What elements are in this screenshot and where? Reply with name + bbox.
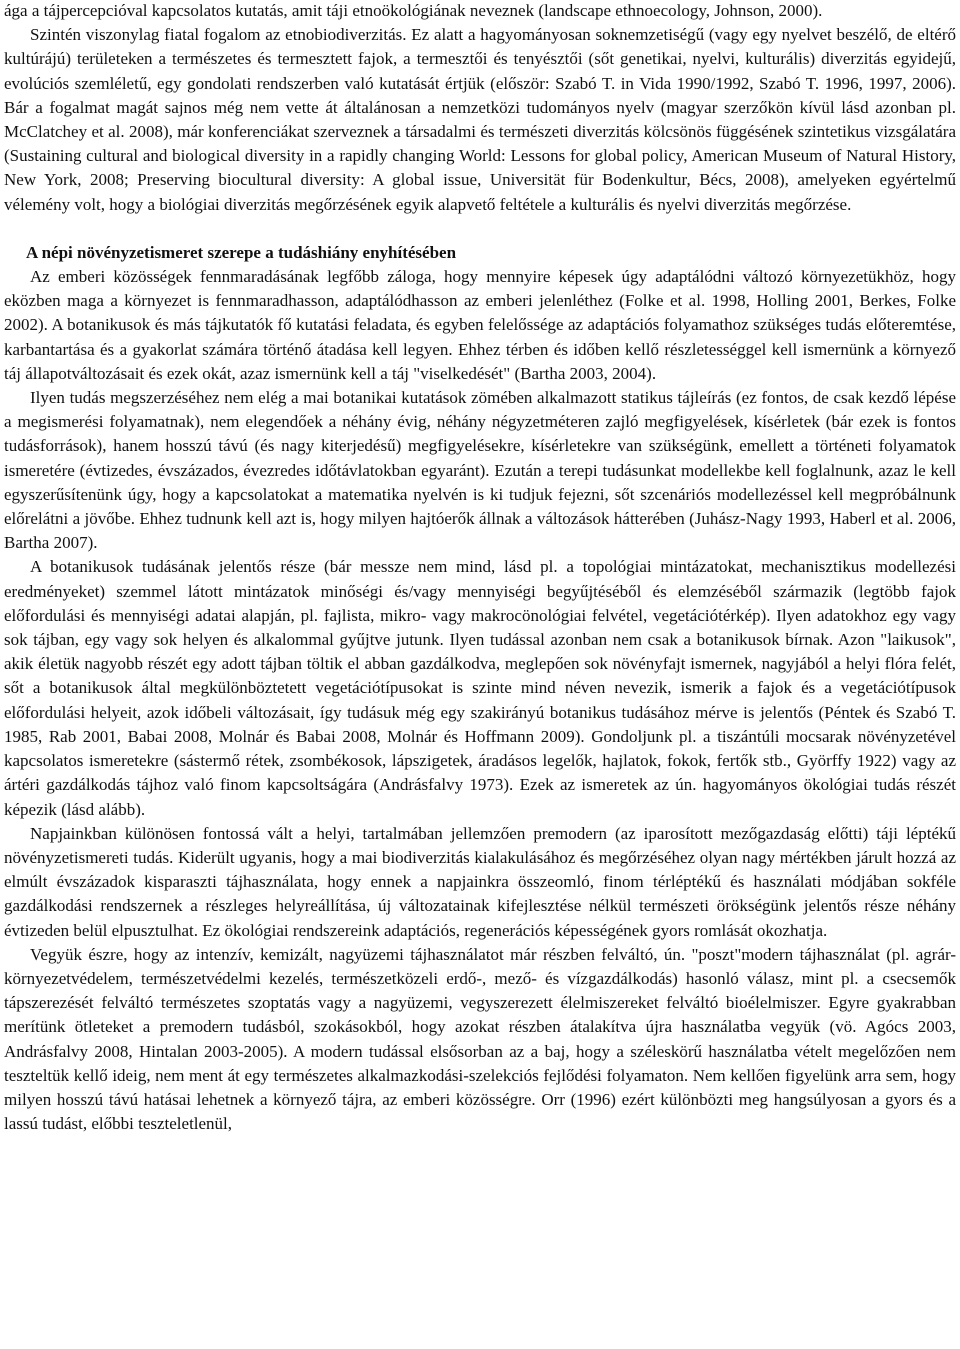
paragraph-section-2: Ilyen tudás megszerzéséhez nem elég a mai botanikai kutatások zömében alkalmazott statikus tájleírás (ez fontos, de csak kezdő lépése a megismerési folyamatnak), nem elegendőek a néhány évig, néhány négyzetméteren zajló megfigyelések, kísérletek (bár ezek is fontos tudásforrások), hanem hosszú távú (és nagy kiterjedésű) megfigyelésekre, kísérletekre van szükségünk, emellett a történeti folyamatok ismeretére (évtizedes, évszázados, évezredes időtávlatokban egyaránt). Ezután a terepi tudásunkat modellekbe kell foglalnunk, azaz le kell egyszerűsítenünk úgy, hogy a kapcsolatokat a matematika nyelvén is ki tudjuk fejezni, sőt szcenáriós modellezéssel kell megpróbálnunk előrelátni a jövőbe. Ehhez tudnunk kell azt is, hogy milyen hajtóerők állnak a változások hátterében (Juhász-Nagy 1993, Haberl et al. 2006, Bartha 2007). [4, 388, 956, 553]
section-heading: A népi növényzetismeret szerepe a tudáshiány enyhítésében [26, 242, 457, 262]
paragraph-section-1: Az emberi közösségek fennmaradásának legfőbb záloga, hogy mennyire képesek úgy adaptálódni változó környezetükhöz, hogy eközben maga a környezet is fennmaradhasson, adaptálódhasson az emberi jelenléthez (Folke et al. 1998, Holling 2001, Berkes, Folke 2002). A botanikusok és más tájkutatók fő kutatási feladata, és egyben felelőssége az adaptációs folyamathoz szükséges tudás előteremtése, karbantartása és a gyakorlat számára történő átadása kell legyen. Ehhez térben és időben kellő részletességgel kell ismernünk a környező táj állapotváltozásait és ezek okát, azaz ismernünk kell a táj "viselkedését" (Bartha 2003, 2004). [4, 267, 956, 383]
paragraph-section-4: Napjainkban különösen fontossá vált a helyi, tartalmában jellemzően premodern (az iparosított mezőgazdaság előtti) táji léptékű növényzetismereti tudás. Kiderült ugyanis, hogy a mai biodiverzitás kialakulásához és megőrzéséhez olyan nagy mértékben járult hozzá az elmúlt évszázadok kisparaszti tájhasználata, hogy ennek a napjainkra összeomló, finom térléptékű és használati módjában sokféle gazdálkodási rendszernek a részleges helyreállítása, új változatainak kifejlesztése nélkül természeti örökségünk jelentős része néhány évtizeden belül elpusztulhat. Ez ökológiai rendszereink adaptációs, regenerációs képességének gyors romlását okozhatja. [4, 823, 956, 940]
paragraph-intro-1: ága a tájpercepcióval kapcsolatos kutatás, amit táji etnoökológiának neveznek (landscape ethnoecology, Johnson, 2000). [4, 1, 823, 20]
paragraph-section-5: Vegyük észre, hogy az intenzív, kemizált, nagyüzemi tájhasználatot már részben felváltó, ún. "poszt"modern tájhasználat (pl. agrár-környezetvédelem, természetvédelmi kezelés, természetközeli erdő-, mező- és vízgazdálkodás) hasonló válasz, mint pl. a csecsemők tápszerezését felváltó természetes szoptatás vagy a nagyüzemi, vegyszerezett élelmiszereket felváltó bioélelmiszer. Egyre gyakrabban merítünk ötleteket a premodern tudásból, szokásokból, hogy azokat részben átalakítva újra használatba vegyük (vö. Agócs 2003, Andrásfalvy 2008, Hintalan 2003-2005). A modern tudással elsősorban az a baj, hogy a széleskörű használatba vételt megelőzően nem teszteltük kellő ideig, nem ment át egy természetes alkalmazkodási-szelekciós fejlődési folyamaton. Nem kellően figyelünk arra sem, hogy milyen hosszú távú hatásai lehetnek a környező tájra, az emberi közösségre. Orr (1996) ezért különbözti meg hangsúlyosan a gyors és a lassú tudást, előbbi teszteletlenül, [4, 944, 956, 1134]
paragraph-section-3: A botanikusok tudásának jelentős része (bár messze nem mind, lásd pl. a topológiai mintázatokat, mechanisztikus modellezési eredményeket) szemmel látott mintázatok minőségi és/vagy mennyiségi begyűjtéséből és elemzéséből származik (legtöbb fajok előfordulási és mennyiségi adatai alapján, pl. fajlista, mikro- vagy makrocönológiai felvétel, vegetációtérkép). Ilyen adatokhoz egy vagy sok tájban, egy vagy sok helyen és alkalommal gyűjtve jutunk. Ilyen tudással azonban nem csak a botanikusok bírnak. Azon "laikusok", akik életük nagyobb részét egy adott tájban töltik el abban gazdálkodva, meglepően sok növényfajt ismernek, nagyjából a helyi flóra felét, sőt a botanikusok által megkülönböztetett vegetációtípusokat is szinte mind néven nevezik, ismerik a fajok és a vegetációtípusok előfordulási helyeit, azok időbeli változásait, így tudásuk még egy szakirányú botanikus tudásához mérve is jelentős (Péntek és Szabó T. 1985, Rab 2001, Babai 2008, Molnár és Babai 2008, Molnár és Hoffmann 2009). Gondoljunk pl. a tiszántúli mocsarak növényzetével kapcsolatos ismeretekre (sástermő rétek, zsombékosok, lápszigetek, áradásos legelők, hajlatok, fokok, fertők stb., Györffy 1922) vagy az ártéri gazdálkodás tájhoz való finom kapcsoltságára (Andrásfalvy 1973). Ezek az ismeretek az ún. hagyományos ökológiai tudás részét képezik (lásd alább). [4, 557, 956, 819]
paragraph-intro-2: Szintén viszonylag fiatal fogalom az etnobiodiverzitás. Ez alatt a hagyományosan soknemzetiségű (vagy egy nyelvet beszélő, de eltérő kultúrájú) területeken a természetes és termesztett fajok, a termesztői és tenyésztői (sőt genetikai, nyelvi, kulturális) diverzitás egyidejű, evolúciós szemléletű, egy gondolati rendszerben való kutatását értjük (először: Szabó T. in Vida 1990/1992, Szabó T. 1996, 1997, 2006). Bár a fogalmat magát sajnos még nem vette át általánosan a nemzetközi tudományos nyelv (magyar szerzőkön kívül lásd azonban pl. McClatchey et al. 2008), már konferenciákat szerveznek a társadalmi és természeti diverzitás kölcsönös függésének szintetikus vizsgálatára (Sustaining cultural and biological diversity in a rapidly changing World: Lessons for global policy, American Museum of Natural History, New York, 2008; Preserving biocultural diversity: A global issue, Universität für Bodenkultur, Bécs, 2008), amelyeken egyértelmű vélemény volt, hogy a biológiai diverzitás megőrzésének egyik alapvető feltétele a kulturális és nyelvi diverzitás megőrzése. [4, 25, 956, 214]
